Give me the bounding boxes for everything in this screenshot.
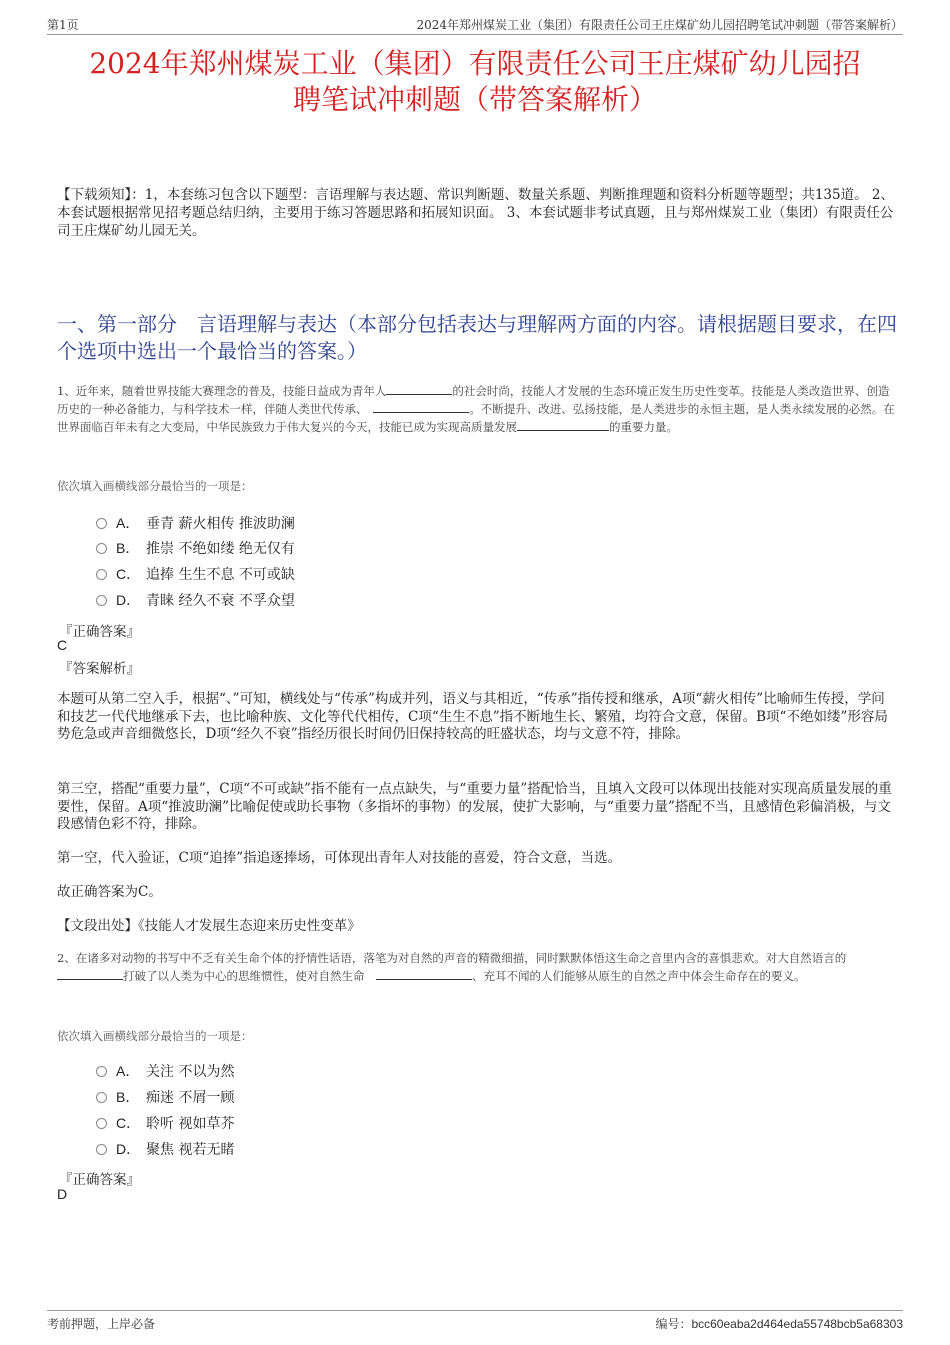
q1-text-3: 。不断提升、改进、弘扬技能，是人类进步的永恒主题，是人类永续发展的必然。在世界面临百年未有之大变局，中华民族致力于伟大复兴的今天，技能已成为实现高质量发展 (57, 402, 895, 434)
q2-option-c[interactable]: C． 聆听 视如草芥 (96, 1114, 234, 1132)
radio-icon[interactable] (96, 1092, 107, 1103)
q1-blank-1 (386, 382, 452, 395)
q1-option-d[interactable]: D． 青睐 经久不衰 不孚众望 (96, 591, 295, 609)
radio-icon[interactable] (96, 1118, 107, 1129)
q2-ask: 依次填入画横线部分最恰当的一项是： (57, 1029, 253, 1043)
q1-analysis-para-4: 故正确答案为C。 (57, 884, 162, 900)
q2-answer: D (57, 1186, 68, 1202)
q1-analysis-para-1: 本题可从第二空入手，根据“、”可知，横线处与“传承”构成并列，语义与其相近，“传承”指传授和继承，A项“薪火相传”比喻师生传授，学问和技艺一代代地继承下去，也比喻种族、文化等代代相传，C项“生生不息”指不断地生长、繁殖，均符合文意，保留。B项“不绝如缕”形容局势危急或声音细微悠长，D项“经久不衰”指经历很长时间仍旧保持较高的旺盛状态，均与文意不符，排除。 (57, 691, 888, 742)
q2-option-d[interactable]: D． 聚焦 视若无睹 (96, 1140, 234, 1158)
q2-blank-2 (376, 967, 472, 980)
footer-id: 编号：bcc60eaba2d464eda55748bcb5a68303 (655, 1317, 903, 1331)
q1-text-1: 1、近年来，随着世界技能大赛理念的普及，技能日益成为青年人 (57, 384, 387, 398)
footer-code: bcc60eaba2d464eda55748bcb5a68303 (691, 1317, 903, 1331)
q2-text-3: 、充耳不闻的人们能够从原生的自然之声中体会生命存在的要义。 (472, 969, 806, 983)
q2-option-b[interactable]: B． 痴迷 不屑一顾 (96, 1088, 234, 1106)
radio-icon[interactable] (96, 569, 107, 580)
radio-icon[interactable] (96, 595, 107, 606)
q1-source: 【文段出处】《技能人才发展生态迎来历史性变革》 (57, 918, 361, 934)
section-heading: 一、第一部分 言语理解与表达（本部分包括表达与理解两方面的内容。请根据题目要求，在四个选项中选出一个最恰当的答案。） (57, 312, 897, 363)
q1-analysis-para-2: 第三空，搭配“重要力量”，C项“不可或缺”指不能有一点点缺失，与“重要力量”搭配恰当，且填入文段可以体现出技能对实现高质量发展的重要性，保留。A项“推波助澜”比喻促使或助长事物（多指坏的事物）的发展，使扩大影响，与“重要力量”搭配不当，且感情色彩偏消极，与文段感情色彩不符，排除。 (57, 781, 892, 832)
q1-option-c[interactable]: C． 追捧 生生不息 不可或缺 (96, 565, 295, 583)
radio-icon[interactable] (96, 518, 107, 529)
q1-blank-3 (517, 418, 609, 431)
document-title (40, 46, 910, 118)
q2-answer-label: 『正确答案』 (59, 1172, 140, 1188)
q1-analysis-para-3: 第一空，代入验证，C项“追捧”指追逐捧场，可体现出青年人对技能的喜爱，符合文意，当选。 (57, 850, 622, 866)
q1-text-4: 的重要力量。 (609, 420, 678, 434)
title-line-1: 2024年郑州煤炭工业（集团）有限责任公司王庄煤矿幼儿园招 (89, 47, 861, 80)
radio-icon[interactable] (96, 1144, 107, 1155)
question-1-stem (57, 382, 900, 436)
header-doc-title: 2024年郑州煤炭工业（集团）有限责任公司王庄煤矿幼儿园招聘笔试冲刺题（带答案解析） (416, 18, 903, 32)
q1-option-a[interactable]: A． 垂青 薪火相传 推波助澜 (96, 514, 295, 532)
page-footer (47, 1310, 903, 1331)
q2-blank-1 (57, 967, 123, 980)
q1-option-b[interactable]: B． 推崇 不绝如缕 绝无仅有 (96, 539, 295, 557)
q1-analysis-label: 『答案解析』 (59, 661, 140, 677)
q2-option-a[interactable]: A． 关注 不以为然 (96, 1062, 234, 1080)
radio-icon[interactable] (96, 543, 107, 554)
q1-blank-2 (373, 400, 469, 413)
q1-answer-label: 『正确答案』 (59, 624, 140, 640)
q1-ask: 依次填入画横线部分最恰当的一项是： (57, 479, 253, 493)
download-notice: 【下载须知】：1，本套练习包含以下题型：言语理解与表达题、常识判断题、数量关系题、判断推理题和资料分析题等题型；共135道。 2、本套试题根据常见招考题总结归纳，主要用于练习答题思路和拓展知识面。 3、本套试题非考试真题，且与郑州煤炭工业（集团）有限责任公司王庄煤矿幼儿园无关。 (57, 187, 894, 239)
q1-text-2: 的社会时尚，技能人才发展的生态环境正发生历史性变革。技能是人类改造世界、创造历史的一种必备能力，与科学技术一样，伴随人类世代传承、 (57, 384, 890, 416)
page-header (47, 14, 903, 35)
radio-icon[interactable] (96, 1066, 107, 1077)
title-line-2: 聘笔试冲刺题（带答案解析） (292, 83, 657, 116)
q2-text-2: 打破了以人类为中心的思维惯性，使对自然生命 (123, 969, 365, 983)
q1-answer: C (57, 637, 68, 653)
question-2-stem (57, 950, 900, 985)
page-number: 第1页 (47, 18, 79, 32)
footer-slogan: 考前押题，上岸必备 (47, 1317, 156, 1331)
q2-text-1: 2、在诸多对动物的书写中不乏有关生命个体的抒情性话语，落笔为对自然的声音的精微细描，同时默默体悟这生命之音里内含的喜惧悲欢。对大自然语言的 (57, 951, 847, 965)
